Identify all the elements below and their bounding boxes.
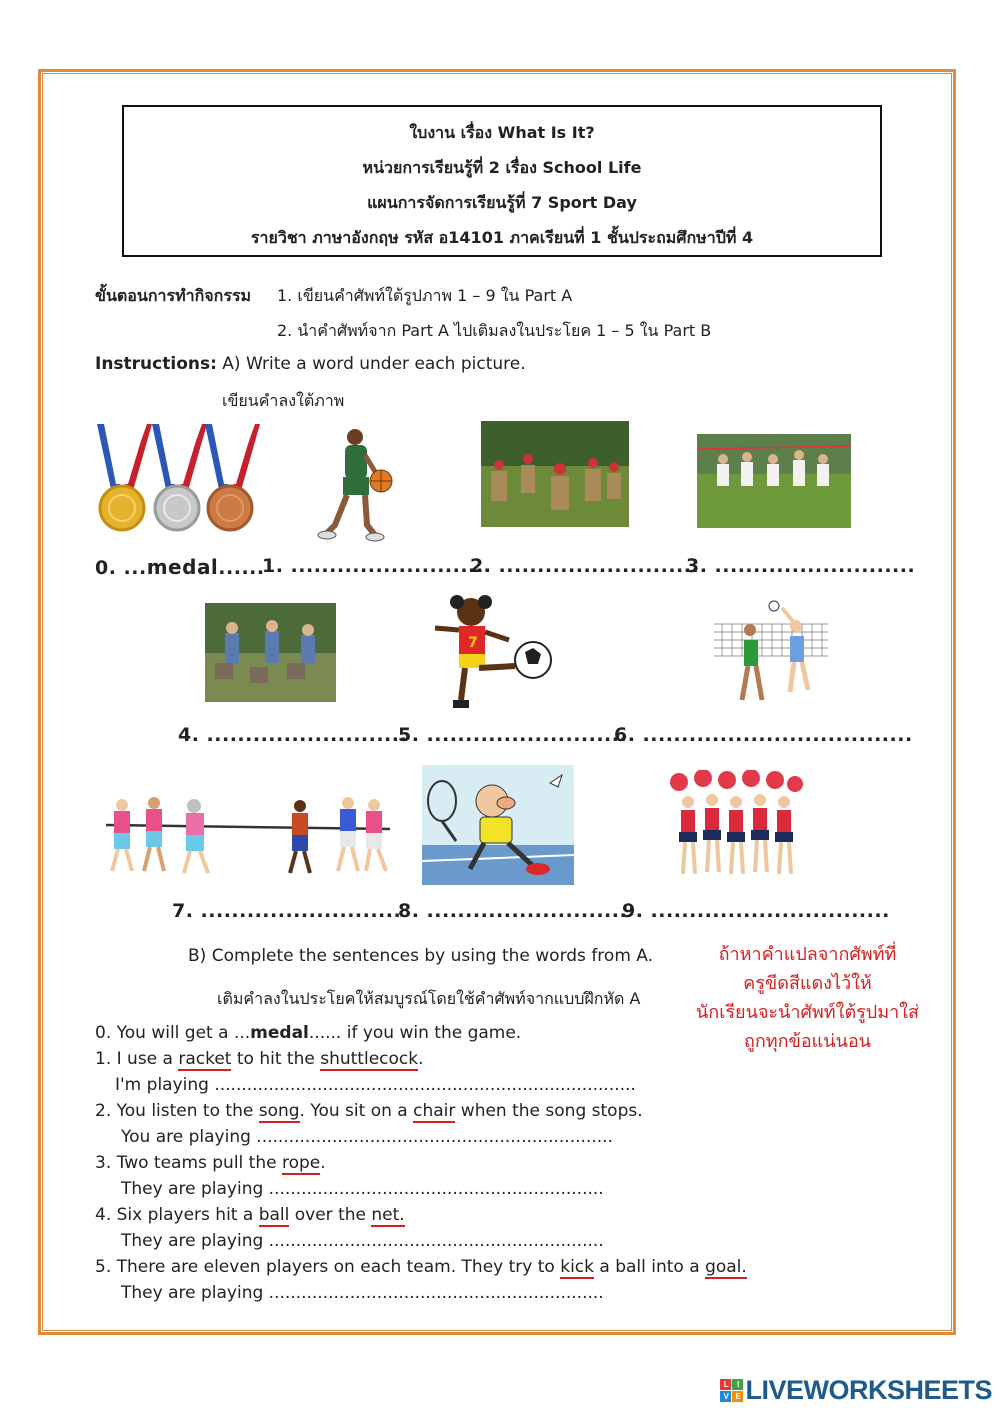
teacher-note-line-3: นักเรียนจะนำศัพท์ใต้รูปมาใส่ [696,1002,919,1023]
sentence-0-word: medal [250,1023,309,1043]
sack-race-picture [481,421,629,527]
sentence-3 [95,1153,326,1173]
sentence-2-start: 2. You listen to the [95,1101,259,1121]
cheerleading-picture [667,770,805,885]
liveworksheets-logo [720,1375,992,1406]
step-1: 1. เขียนคำศัพท์ใต้รูปภาพ 1 – 9 ใน Part A [277,286,573,305]
step-2: 2. นำคำศัพท์จาก Part A ไปเติมลงในประโยค 1 – 5 ใน Part B [277,321,712,340]
musical-chairs-picture [205,603,336,702]
keyword-racket: racket [178,1049,232,1069]
instructions-thai: เขียนคำลงใต้ภาพ [222,391,345,410]
answer-0-word: medal [146,555,219,579]
svg-text:7: 7 [468,635,478,651]
sentence-2 [95,1101,643,1121]
answer-4[interactable]: 4. .......................... [178,724,408,746]
keyword-shuttlecock: shuttlecock [320,1049,419,1069]
answer-8[interactable]: 8. .......................... [398,900,628,922]
answer-1[interactable]: 1. .......................... [262,555,492,577]
sentence-5-start: 5. There are eleven players on each team. They try to [95,1257,561,1277]
answer-9[interactable]: 9. ............................... [622,900,890,922]
answer-3[interactable]: 3. .......................... [686,555,916,577]
answer-line-2[interactable]: You are playing .................................................................. [121,1127,613,1147]
sentence-3-start: 3. Two teams pull the [95,1153,282,1173]
keyword-kick: kick [560,1257,594,1277]
sentence-1 [95,1049,424,1069]
answer-7[interactable]: 7. .......................... [172,900,402,922]
teacher-note-line-2: ครูขีดสีแดงไว้ให้ [743,973,872,994]
logo-mark-icon: L I V E [720,1379,743,1402]
tug-of-war-picture [104,795,392,879]
part-b-thai: เติมคำลงในประโยคให้สมบูรณ์โดยใช้คำศัพท์จากแบบฝึกหัด A [217,989,641,1008]
part-b-heading: B) Complete the sentences by using the words from A. [188,946,654,966]
teacher-note-line-1: ถ้าหาคำแปลจากศัพท์ที่ [718,944,897,965]
soccer-picture [425,592,555,716]
keyword-rope: rope [281,1153,321,1173]
logo-text: LIVEWORKSHEETS [745,1375,992,1405]
answer-line-5[interactable]: They are playing .............................................................. [121,1283,604,1303]
instructions-label: Instructions: [95,354,217,374]
sentence-4-mid: over the [289,1205,372,1225]
answer-5[interactable]: 5. .......................... [398,724,628,746]
header-unit: หน่วยการเรียนรู้ที่ 2 เรื่อง School Life [362,158,642,177]
answer-line-1[interactable]: I'm playing .............................................................................. [115,1075,636,1095]
instructions [95,354,526,374]
sentence-1-mid: to hit the [231,1049,321,1069]
sentence-1-end: . [418,1049,424,1069]
header-plan: แผนการจัดการเรียนรู้ที่ 7 Sport Day [367,193,637,212]
sentence-4 [95,1205,405,1225]
keyword-goal: goal. [705,1257,747,1277]
sentence-5 [95,1257,747,1277]
answer-0-num: 0. ... [95,557,147,579]
header-title: ใบงาน เรื่อง What Is It? [409,123,595,142]
answer-0 [95,555,265,579]
sentence-0-start: 0. You will get a ... [95,1023,251,1043]
keyword-song: song [258,1101,300,1121]
answer-line-4[interactable]: They are playing .............................................................. [121,1231,604,1251]
answer-2[interactable]: 2. .......................... [470,555,700,577]
basketball-picture [315,425,397,543]
badminton-picture [422,765,574,885]
sentence-4-start: 4. Six players hit a [95,1205,259,1225]
sentence-0-end: ...... if you win the game. [308,1023,522,1043]
worksheet-header [122,105,882,257]
answer-line-3[interactable]: They are playing .............................................................. [121,1179,604,1199]
sentence-0 [95,1023,521,1043]
running-race-picture [697,434,851,528]
instructions-text: A) Write a word under each picture. [216,354,526,374]
sentence-1-start: 1. I use a [95,1049,179,1069]
teacher-note [680,940,935,1056]
sentence-3-end: . [320,1153,326,1173]
medals-picture [92,424,262,532]
volleyball-picture [712,600,830,715]
keyword-ball: ball [258,1205,290,1225]
sentence-2-end: when the song stops. [455,1101,643,1121]
sentence-5-mid: a ball into a [593,1257,706,1277]
answer-6[interactable]: 6. ................................... [614,724,913,746]
keyword-chair: chair [413,1101,456,1121]
steps-label: ขั้นตอนการทำกิจกรรม [95,286,252,305]
keyword-net: net. [371,1205,405,1225]
teacher-note-line-4: ถูกทุกข้อแน่นอน [743,1031,871,1052]
answer-0-tail: ...... [218,557,265,579]
sentence-2-mid: . You sit on a [299,1101,414,1121]
header-subject: รายวิชา ภาษาอังกฤษ รหัส อ14101 ภาคเรียนที่ 1 ชั้นประถมศึกษาปีที่ 4 [250,228,754,247]
